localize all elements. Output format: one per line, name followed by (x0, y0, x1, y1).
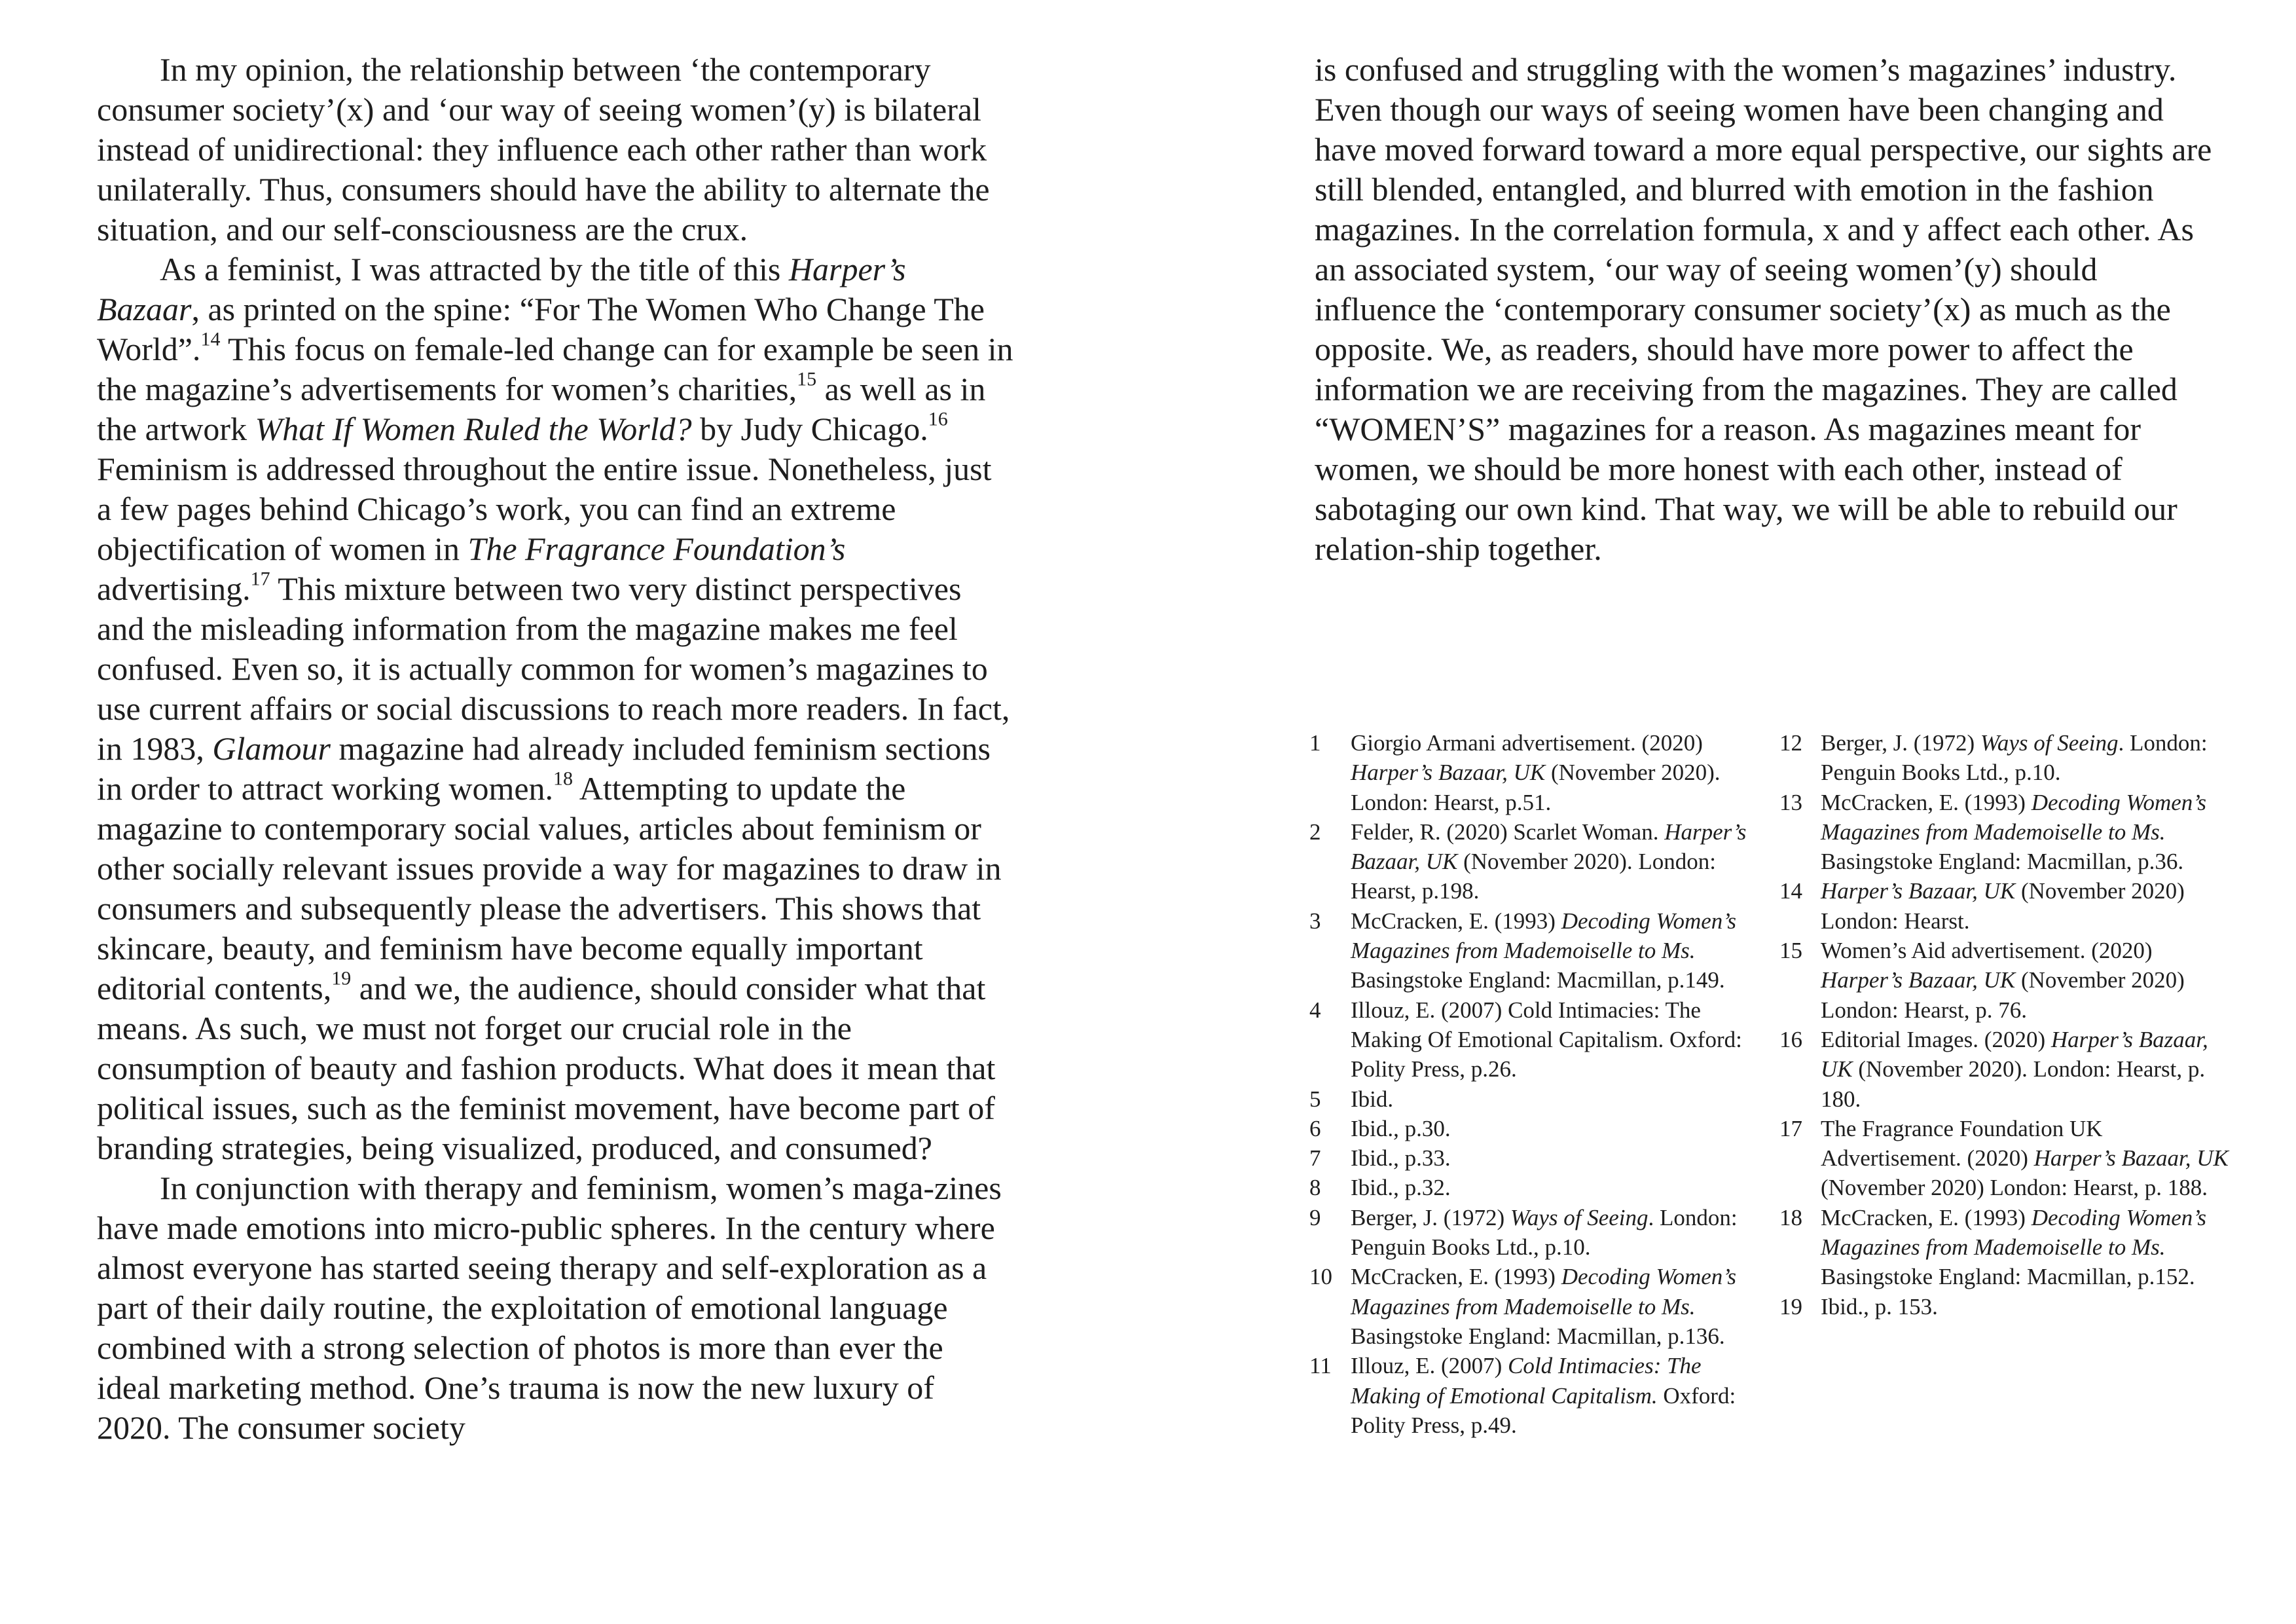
footnote-number: 9 (1309, 1204, 1321, 1230)
text-run: Berger, J. (1972) (1351, 1204, 1510, 1230)
text-run: , as printed on the spine: “For The Women Who Change The World”. (97, 291, 985, 367)
text-run: Women’s Aid advertisement. (2020) (1821, 938, 2153, 964)
text-run: Illouz, E. (2007) (1351, 1353, 1508, 1379)
italic-text: Decoding Women’s Magazines from Mademoiselle to Ms. (1351, 908, 1737, 964)
footnote-text (1351, 906, 1768, 995)
italic-text: Harper’s Bazaar, UK (1821, 878, 2016, 904)
text-run: McCracken, E. (1993) (1351, 908, 1561, 934)
footnote-number: 19 (1779, 1293, 1802, 1320)
text-run: In my opinion, the relationship between ‘the contemporary consumer society’(x) and ‘our way of seeing women’(y) is bilateral instead of unidirectional: they influence each other rather than work unilaterally. Thus, consumers should have the ability to alternate the situation, and our self-consciousness are the crux. (97, 51, 990, 248)
footnote-number: 14 (1779, 878, 1802, 904)
text-run: Ibid., p.33. (1351, 1145, 1451, 1172)
footnotes-column-b (1779, 728, 2238, 1321)
footnote-number: 3 (1309, 908, 1321, 934)
italic-text: Harper’s Bazaar (97, 251, 906, 327)
text-run: Illouz, E. (2007) Cold Intimacies: The Making Of Emotional Capitalism. Oxford: Polity Press, p.26. (1351, 997, 1742, 1082)
right-page-body (1315, 50, 2218, 569)
text-run: This mixture between two very distinct perspectives and the misleading information from the magazine makes me feel confused. Even so, it is actually common for women’s magazines to use current affairs or social discussions to reach more readers. In fact, in 1983, (97, 570, 1010, 767)
text-run: Ibid. (1351, 1086, 1394, 1112)
footnote-text (1351, 1084, 1768, 1114)
footnote-number: 4 (1309, 997, 1321, 1023)
footnote-number: 10 (1309, 1264, 1332, 1290)
footnote-text (1351, 1143, 1768, 1173)
footnote-text (1821, 1025, 2238, 1114)
italic-text: Harper’s Bazaar, UK (1351, 819, 1747, 875)
body-paragraph (97, 249, 1013, 1168)
text-run: Basingstoke England: Macmillan, p.149. (1351, 967, 1725, 993)
footnote-item (1779, 728, 2238, 788)
footnote-number: 16 (1779, 1026, 1802, 1052)
footnote-item (1309, 1203, 1768, 1263)
text-run: and we, the audience, should consider what that means. As such, we must not forget our crucial role in the consumption of beauty and fashion products. What does it mean that political issues, such as the feminist movement, have become part of branding strategies, being visualized, produced, and consumed? (97, 970, 996, 1166)
text-run: Giorgio Armani advertisement. (2020) (1351, 730, 1703, 756)
italic-text: Decoding Women’s Magazines from Mademoiselle to Ms. (1821, 1204, 2207, 1261)
footnote-text (1351, 1114, 1768, 1143)
text-run: . London: Penguin Books Ltd., p.10. (1821, 730, 2208, 786)
footnotes-column-a (1309, 728, 1768, 1440)
text-run: advertising. (97, 570, 251, 607)
footnote-number: 13 (1779, 789, 1802, 815)
text-run: Basingstoke England: Macmillan, p.36. (1821, 849, 2184, 875)
footnote-item (1309, 1143, 1768, 1173)
footnote-item (1309, 1351, 1768, 1440)
footnote-item (1309, 1262, 1768, 1351)
footnote-text (1821, 788, 2238, 877)
italic-text: Harper’s Bazaar, UK (2033, 1145, 2229, 1172)
body-paragraph (97, 1168, 1013, 1448)
italic-text: Ways of Seeing (1510, 1204, 1649, 1230)
footnote-number: 6 (1309, 1115, 1321, 1141)
italic-text: Ways of Seeing (1980, 730, 2119, 756)
text-run: Feminism is addressed throughout the entire issue. Nonetheless, just a few pages behind Chicago’s work, you can find an extreme objectification of women in (97, 451, 992, 567)
footnote-number: 7 (1309, 1145, 1321, 1172)
footnote-text (1821, 1203, 2238, 1292)
footnote-text (1351, 817, 1768, 906)
text-run: Editorial Images. (2020) (1821, 1026, 2051, 1052)
footnote-number: 8 (1309, 1175, 1321, 1201)
footnote-text (1821, 728, 2238, 788)
italic-text: Harper’s Bazaar, UK (1821, 1026, 2208, 1082)
text-run: magazine had already included feminism sections in order to attract working women. (97, 730, 991, 807)
footnote-text (1351, 1173, 1768, 1202)
footnote-item (1309, 1173, 1768, 1202)
footnote-text (1821, 1114, 2238, 1203)
footnote-number: 15 (1779, 938, 1802, 964)
footnote-ref: 16 (928, 408, 948, 430)
text-run: (November 2020) London: Hearst. (1821, 878, 2185, 934)
footnote-text (1351, 1262, 1768, 1351)
text-run: Oxford: Polity Press, p.49. (1351, 1382, 1736, 1438)
italic-text: Decoding Women’s Magazines from Mademoiselle to Ms. (1821, 789, 2207, 845)
footnote-ref: 14 (200, 328, 221, 350)
italic-text: The Fragrance Foundation’s (467, 530, 846, 567)
text-run: Berger, J. (1972) (1821, 730, 1980, 756)
footnote-number: 2 (1309, 819, 1321, 845)
text-run: (November 2020). London: Hearst, p. 180. (1821, 1056, 2206, 1112)
text-run: The Fragrance Foundation UK Advertisement. (2020) (1821, 1115, 2103, 1172)
footnote-item (1779, 1203, 2238, 1292)
italic-text: Glamour (212, 730, 331, 767)
text-run: . London: Penguin Books Ltd., p.10. (1351, 1204, 1738, 1261)
left-page-body (97, 50, 1013, 1448)
text-run: (November 2020) London: Hearst, p. 76. (1821, 967, 2185, 1023)
text-run: Ibid., p.30. (1351, 1115, 1451, 1141)
text-run: (November 2020). London: Hearst, p.198. (1351, 849, 1717, 904)
footnote-text (1821, 876, 2238, 936)
footnote-text (1351, 1351, 1768, 1440)
text-run: (November 2020). London: Hearst, p.51. (1351, 760, 1721, 815)
footnote-number: 5 (1309, 1086, 1321, 1112)
footnote-item (1779, 788, 2238, 877)
footnote-text (1821, 936, 2238, 1025)
italic-text: Decoding Women’s Magazines from Mademoiselle to Ms. (1351, 1264, 1737, 1320)
footnote-ref: 15 (797, 368, 817, 390)
footnote-text (1821, 1292, 2238, 1321)
text-run: Ibid., p. 153. (1821, 1293, 1938, 1320)
text-run: Felder, R. (2020) Scarlet Woman. (1351, 819, 1665, 845)
footnote-number: 1 (1309, 730, 1321, 756)
footnote-text (1351, 1203, 1768, 1263)
italic-text: Harper’s Bazaar, UK (1821, 967, 2016, 993)
footnote-ref: 17 (250, 568, 270, 590)
footnote-item (1309, 906, 1768, 995)
text-run: Basingstoke England: Macmillan, p.152. (1821, 1264, 2195, 1290)
footnote-item (1779, 1025, 2238, 1114)
footnote-item (1779, 1292, 2238, 1321)
text-run: by Judy Chicago. (691, 411, 928, 447)
text-run: This focus on female-led change can for example be seen in the magazine’s advertisements for women’s charities, (97, 331, 1013, 407)
footnote-ref: 19 (331, 967, 352, 989)
footnote-text (1351, 995, 1768, 1084)
footnote-item (1309, 817, 1768, 906)
text-run: Basingstoke England: Macmillan, p.136. (1351, 1323, 1725, 1349)
text-run: Ibid., p.32. (1351, 1175, 1451, 1201)
text-run: As a feminist, I was attracted by the title of this (160, 251, 789, 287)
text-run: McCracken, E. (1993) (1351, 1264, 1561, 1290)
footnote-item (1779, 1114, 2238, 1203)
footnote-item (1309, 995, 1768, 1084)
italic-text: Cold Intimacies: The Making of Emotional Capitalism. (1351, 1353, 1702, 1409)
footnote-item (1309, 1114, 1768, 1143)
text-run: as well as in the artwork (97, 371, 986, 447)
footnote-item (1779, 876, 2238, 936)
body-paragraph (97, 50, 1013, 249)
text-run: In conjunction with therapy and feminism, women’s maga-zines have made emotions into micro-public spheres. In the century where almost everyone has started seeing therapy and self-exploration as a part of their daily routine, the exploitation of emotional language combined with a strong selection of photos is more than ever the ideal marketing method. One’s trauma is now the new luxury of 2020. The consumer society (97, 1170, 1002, 1446)
footnote-number: 11 (1309, 1353, 1332, 1379)
text-run: McCracken, E. (1993) (1821, 1204, 2032, 1230)
text-run: Attempting to update the magazine to contemporary social values, articles about feminism or other socially relevant issues provide a way for magazines to draw in consumers and subsequently please the advertisers. This shows that skincare, beauty, and feminism have become equally important editorial contents, (97, 770, 1002, 1006)
footnote-number: 18 (1779, 1204, 1802, 1230)
footnote-item (1779, 936, 2238, 1025)
footnote-number: 12 (1779, 730, 1802, 756)
text-run: McCracken, E. (1993) (1821, 789, 2032, 815)
body-paragraph (1315, 50, 2218, 569)
italic-text: What If Women Ruled the World? (255, 411, 692, 447)
footnote-text (1351, 728, 1768, 817)
italic-text: Harper’s Bazaar, UK (1351, 760, 1546, 786)
footnote-ref: 18 (553, 767, 574, 790)
footnote-number: 17 (1779, 1115, 1802, 1141)
footnote-item (1309, 728, 1768, 817)
footnote-item (1309, 1084, 1768, 1114)
text-run: (November 2020) London: Hearst, p. 188. (1821, 1175, 2208, 1201)
text-run: is confused and struggling with the women’s magazines’ industry. Even though our ways of seeing women have been changing and have moved forward toward a more equal perspective, our sights are still blended, entangled, and blurred with emotion in the fashion magazines. In the correlation formula, x and y affect each other. As an associated system, ‘our way of seeing women’(y) should influence the ‘contemporary consumer society’(x) as much as the opposite. We, as readers, should have more power to affect the information we are receiving from the magazines. They are called “WOMEN’S” magazines for a reason. As magazines meant for women, we should be more honest with each other, instead of sabotaging our own kind. That way, we will be able to rebuild our relation-ship together. (1315, 51, 2212, 567)
